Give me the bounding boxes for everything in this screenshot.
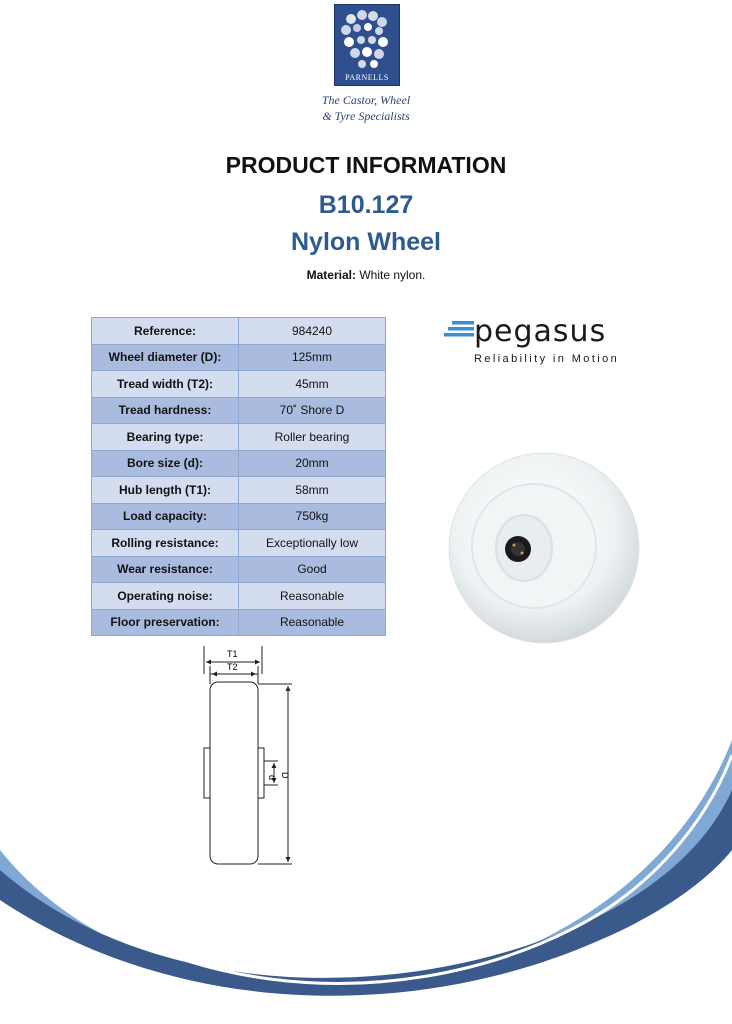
spec-value: Reasonable: [239, 583, 386, 610]
spec-row: [92, 477, 386, 504]
pegasus-logo: [444, 308, 624, 370]
spec-value: 45mm: [239, 371, 386, 398]
spec-label: Tread hardness:: [92, 397, 239, 424]
spec-value: 70˚ Shore D: [239, 397, 386, 424]
material-line: [0, 268, 732, 282]
wheel-photo-icon: [446, 446, 646, 646]
product-code: B10.127: [318, 191, 414, 219]
label-diameter: D: [280, 772, 290, 779]
spec-value: Good: [239, 556, 386, 583]
spec-table: [91, 317, 386, 636]
spec-label: Wear resistance:: [92, 556, 239, 583]
spec-row: [92, 609, 386, 636]
spec-row: [92, 583, 386, 610]
spec-label: Rolling resistance:: [92, 530, 239, 557]
decorative-waves: [0, 700, 732, 1024]
spec-label: Reference:: [92, 318, 239, 345]
spec-label: Bearing type:: [92, 424, 239, 451]
brand-name: pegasus: [474, 314, 607, 349]
logo-circles-icon: [335, 5, 399, 75]
spec-label: Operating noise:: [92, 583, 239, 610]
page-title: PRODUCT INFORMATION: [225, 152, 507, 178]
spec-value: 58mm: [239, 477, 386, 504]
spec-value: 20mm: [239, 450, 386, 477]
label-bore: d: [267, 775, 277, 781]
spec-row: [92, 530, 386, 557]
spec-label: Load capacity:: [92, 503, 239, 530]
label-t2: T2: [227, 662, 238, 672]
spec-row: [92, 318, 386, 345]
spec-label: Bore size (d):: [92, 450, 239, 477]
wave-white: [0, 850, 732, 1024]
tagline-line-2: & Tyre Specialists: [322, 109, 410, 123]
company-tagline: [300, 92, 432, 124]
spec-label: Hub length (T1):: [92, 477, 239, 504]
spec-row: [92, 371, 386, 398]
spec-row: [92, 344, 386, 371]
spec-value: Exceptionally low: [239, 530, 386, 557]
spec-value: Roller bearing: [239, 424, 386, 451]
parnells-logo: [334, 4, 400, 86]
material-value: White nylon.: [359, 268, 426, 282]
spec-row: [92, 556, 386, 583]
spec-label: Wheel diameter (D):: [92, 344, 239, 371]
spec-label: Floor preservation:: [92, 609, 239, 636]
brand-tagline: Reliability in Motion: [474, 353, 620, 365]
pegasus-lines-icon: [444, 318, 474, 348]
logo-name: PARNELLS: [345, 73, 389, 82]
spec-label: Tread width (T2):: [92, 371, 239, 398]
spec-value: 984240: [239, 318, 386, 345]
spec-value: 750kg: [239, 503, 386, 530]
product-name: Nylon Wheel: [290, 228, 441, 256]
material-label: Material:: [306, 268, 356, 282]
spec-value: 125mm: [239, 344, 386, 371]
spec-row: [92, 424, 386, 451]
spec-row: [92, 503, 386, 530]
label-t1: T1: [227, 649, 238, 659]
spec-value: Reasonable: [239, 609, 386, 636]
tagline-line-1: The Castor, Wheel: [321, 93, 411, 107]
spec-row: [92, 397, 386, 424]
spec-row: [92, 450, 386, 477]
